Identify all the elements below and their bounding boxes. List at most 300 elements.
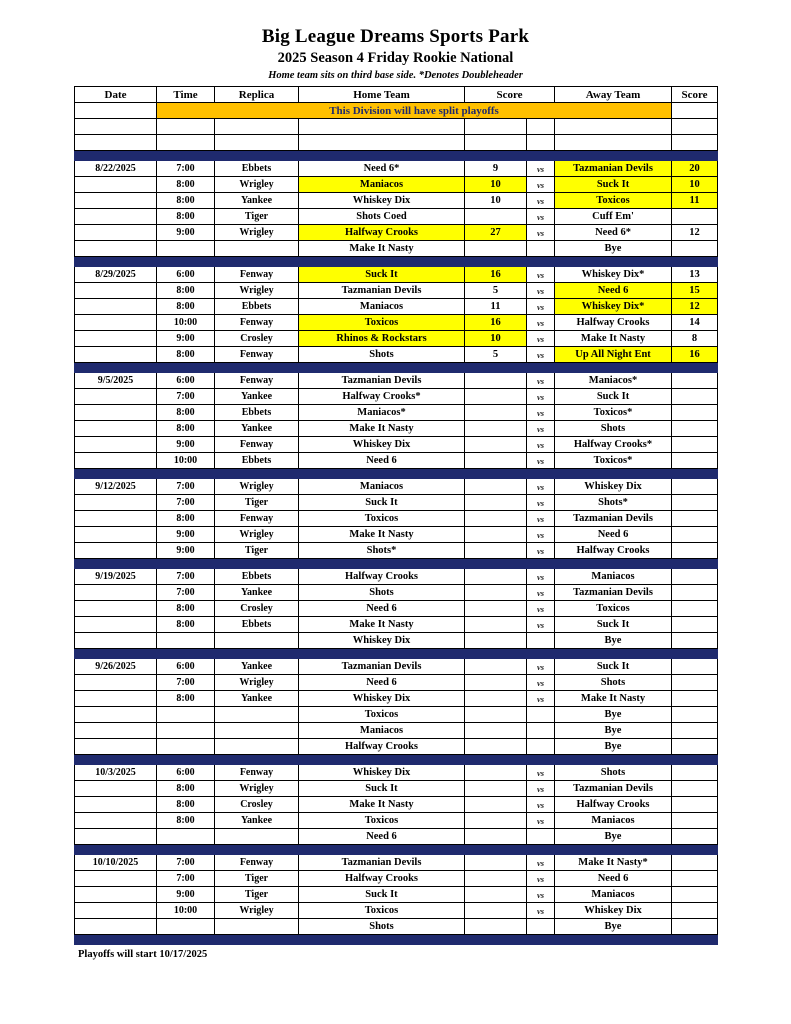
- home-team: Rhinos & Rockstars: [299, 331, 465, 347]
- away-team: Whiskey Dix*: [555, 299, 672, 315]
- versus-label: [527, 723, 555, 739]
- away-score: [672, 585, 718, 601]
- away-team: Whiskey Dix*: [555, 267, 672, 283]
- game-row: [75, 267, 718, 283]
- away-score: [672, 421, 718, 437]
- game-row: [75, 617, 718, 633]
- section-divider-cell: [75, 649, 718, 659]
- blank-cell: [75, 119, 157, 135]
- game-date: 10/10/2025: [75, 855, 157, 871]
- home-score: [465, 437, 527, 453]
- home-team: Halfway Crooks*: [299, 389, 465, 405]
- game-row: [75, 659, 718, 675]
- game-row: [75, 405, 718, 421]
- column-header-time: Time: [157, 87, 215, 103]
- game-time: 8:00: [157, 691, 215, 707]
- home-team: Shots: [299, 585, 465, 601]
- game-field: Wrigley: [215, 479, 299, 495]
- game-row: [75, 347, 718, 363]
- away-team: Shots: [555, 421, 672, 437]
- game-time: 7:00: [157, 585, 215, 601]
- blank-cell: [157, 135, 215, 151]
- away-team: Bye: [555, 739, 672, 755]
- game-field: Ebbets: [215, 617, 299, 633]
- versus-label: vs: [527, 585, 555, 601]
- home-score: 9: [465, 161, 527, 177]
- game-date: [75, 209, 157, 225]
- versus-label: vs: [527, 601, 555, 617]
- home-score: [465, 527, 527, 543]
- column-header-replica: Replica: [215, 87, 299, 103]
- home-score: [465, 453, 527, 469]
- game-field: Fenway: [215, 373, 299, 389]
- game-row: [75, 315, 718, 331]
- home-score: 16: [465, 315, 527, 331]
- blank-cell: [555, 119, 672, 135]
- game-date: [75, 527, 157, 543]
- away-team: Bye: [555, 633, 672, 649]
- game-field: Fenway: [215, 855, 299, 871]
- versus-label: [527, 241, 555, 257]
- blank-cell: [157, 119, 215, 135]
- home-team: Make It Nasty: [299, 797, 465, 813]
- section-divider: [75, 151, 718, 161]
- versus-label: vs: [527, 225, 555, 241]
- game-date: [75, 225, 157, 241]
- away-team: Tazmanian Devils: [555, 585, 672, 601]
- game-row: [75, 585, 718, 601]
- blank-cell: [555, 135, 672, 151]
- section-divider-cell: [75, 559, 718, 569]
- away-team: Bye: [555, 723, 672, 739]
- game-row: [75, 765, 718, 781]
- game-time: 7:00: [157, 479, 215, 495]
- column-header-home-team: Home Team: [299, 87, 465, 103]
- home-score: [465, 569, 527, 585]
- blank-cell: [215, 135, 299, 151]
- game-row: [75, 527, 718, 543]
- game-time: 8:00: [157, 299, 215, 315]
- away-team: Bye: [555, 707, 672, 723]
- away-score: [672, 903, 718, 919]
- home-team: Toxicos: [299, 707, 465, 723]
- home-team: Maniacos: [299, 299, 465, 315]
- game-date: [75, 723, 157, 739]
- away-team: Bye: [555, 919, 672, 935]
- home-score: [465, 887, 527, 903]
- home-score: [465, 479, 527, 495]
- away-score: 14: [672, 315, 718, 331]
- away-score: 20: [672, 161, 718, 177]
- home-team: Shots: [299, 347, 465, 363]
- game-field: Wrigley: [215, 675, 299, 691]
- versus-label: vs: [527, 177, 555, 193]
- home-team: Toxicos: [299, 315, 465, 331]
- game-time: 8:00: [157, 421, 215, 437]
- game-time: 7:00: [157, 675, 215, 691]
- home-team: Suck It: [299, 887, 465, 903]
- versus-label: vs: [527, 331, 555, 347]
- game-time: [157, 739, 215, 755]
- game-time: 8:00: [157, 617, 215, 633]
- away-team: Cuff Em': [555, 209, 672, 225]
- page-title: Big League Dreams Sports Park: [261, 26, 530, 47]
- game-field: Tiger: [215, 887, 299, 903]
- away-score: [672, 919, 718, 935]
- away-team: Make It Nasty: [555, 331, 672, 347]
- game-row: [75, 389, 718, 405]
- game-date: [75, 871, 157, 887]
- home-score: [465, 617, 527, 633]
- game-time: [157, 723, 215, 739]
- section-divider-cell: [75, 469, 718, 479]
- home-team: Halfway Crooks: [299, 739, 465, 755]
- game-field: Ebbets: [215, 405, 299, 421]
- away-team: Bye: [555, 241, 672, 257]
- home-score: 5: [465, 283, 527, 299]
- game-date: 9/26/2025: [75, 659, 157, 675]
- game-row: [75, 193, 718, 209]
- away-score: [672, 511, 718, 527]
- home-team: Need 6: [299, 675, 465, 691]
- home-score: [465, 389, 527, 405]
- game-date: [75, 887, 157, 903]
- home-team: Whiskey Dix: [299, 193, 465, 209]
- page-note: Home team sits on third base side. *Denotes Doubleheader: [268, 70, 523, 81]
- away-team: Halfway Crooks: [555, 797, 672, 813]
- game-row: [75, 421, 718, 437]
- blank-cell: [672, 119, 718, 135]
- section-divider-cell: [75, 257, 718, 267]
- away-score: 15: [672, 283, 718, 299]
- home-team: Need 6*: [299, 161, 465, 177]
- game-date: [75, 797, 157, 813]
- home-score: [465, 765, 527, 781]
- section-divider-cell: [75, 935, 718, 945]
- versus-label: vs: [527, 495, 555, 511]
- game-row: [75, 871, 718, 887]
- away-score: [672, 479, 718, 495]
- game-time: [157, 633, 215, 649]
- game-time: 6:00: [157, 267, 215, 283]
- home-team: Halfway Crooks: [299, 569, 465, 585]
- home-score: [465, 511, 527, 527]
- game-field: Tiger: [215, 871, 299, 887]
- section-divider: [75, 363, 718, 373]
- away-score: [672, 633, 718, 649]
- home-score: [465, 543, 527, 559]
- game-field: Yankee: [215, 659, 299, 675]
- game-time: 7:00: [157, 855, 215, 871]
- game-field: [215, 829, 299, 845]
- away-team: Whiskey Dix: [555, 479, 672, 495]
- game-row: [75, 511, 718, 527]
- game-date: [75, 691, 157, 707]
- versus-label: vs: [527, 161, 555, 177]
- game-date: [75, 511, 157, 527]
- away-team: Suck It: [555, 617, 672, 633]
- home-team: Shots Coed: [299, 209, 465, 225]
- away-score: 13: [672, 267, 718, 283]
- home-score: [465, 707, 527, 723]
- game-row: [75, 691, 718, 707]
- away-score: [672, 765, 718, 781]
- game-date: [75, 405, 157, 421]
- versus-label: vs: [527, 479, 555, 495]
- game-time: 8:00: [157, 601, 215, 617]
- section-divider: [75, 469, 718, 479]
- game-field: Wrigley: [215, 527, 299, 543]
- home-score: [465, 601, 527, 617]
- game-row: [75, 919, 718, 935]
- versus-label: [527, 633, 555, 649]
- game-date: [75, 675, 157, 691]
- column-header-score-away: Score: [672, 87, 718, 103]
- home-score: [465, 781, 527, 797]
- game-field: Yankee: [215, 813, 299, 829]
- game-field: [215, 633, 299, 649]
- away-score: [672, 437, 718, 453]
- game-time: 7:00: [157, 871, 215, 887]
- game-date: [75, 193, 157, 209]
- away-score: [672, 389, 718, 405]
- blank-row: [75, 119, 718, 135]
- home-team: Maniacos*: [299, 405, 465, 421]
- game-row: [75, 601, 718, 617]
- game-time: 9:00: [157, 527, 215, 543]
- away-team: Shots: [555, 765, 672, 781]
- table-header: [75, 87, 718, 103]
- game-field: Tiger: [215, 543, 299, 559]
- game-time: 8:00: [157, 813, 215, 829]
- game-row: [75, 373, 718, 389]
- home-team: Make It Nasty: [299, 617, 465, 633]
- versus-label: vs: [527, 871, 555, 887]
- home-score: [465, 241, 527, 257]
- versus-label: [527, 707, 555, 723]
- game-row: [75, 855, 718, 871]
- away-score: [672, 495, 718, 511]
- game-time: 7:00: [157, 389, 215, 405]
- away-score: 16: [672, 347, 718, 363]
- section-divider: [75, 649, 718, 659]
- game-date: [75, 389, 157, 405]
- home-team: Suck It: [299, 495, 465, 511]
- game-time: 9:00: [157, 543, 215, 559]
- away-team: Tazmanian Devils: [555, 781, 672, 797]
- versus-label: vs: [527, 347, 555, 363]
- versus-label: vs: [527, 569, 555, 585]
- away-score: [672, 707, 718, 723]
- away-score: 10: [672, 177, 718, 193]
- versus-label: vs: [527, 675, 555, 691]
- game-field: [215, 241, 299, 257]
- game-row: [75, 161, 718, 177]
- versus-label: [527, 919, 555, 935]
- game-row: [75, 495, 718, 511]
- notice-left-pad: [75, 103, 157, 119]
- away-score: [672, 675, 718, 691]
- game-date: 9/19/2025: [75, 569, 157, 585]
- game-time: 9:00: [157, 331, 215, 347]
- game-field: Yankee: [215, 389, 299, 405]
- game-time: 7:00: [157, 161, 215, 177]
- home-team: Shots*: [299, 543, 465, 559]
- game-date: 9/12/2025: [75, 479, 157, 495]
- blank-cell: [465, 135, 527, 151]
- away-team: Halfway Crooks: [555, 543, 672, 559]
- game-time: [157, 707, 215, 723]
- away-team: Tazmanian Devils: [555, 511, 672, 527]
- away-team: Toxicos: [555, 601, 672, 617]
- versus-label: vs: [527, 813, 555, 829]
- game-time: 10:00: [157, 315, 215, 331]
- home-score: [465, 633, 527, 649]
- game-date: 8/29/2025: [75, 267, 157, 283]
- home-team: Whiskey Dix: [299, 633, 465, 649]
- home-team: Need 6: [299, 829, 465, 845]
- home-team: Tazmanian Devils: [299, 373, 465, 389]
- game-date: [75, 585, 157, 601]
- home-score: [465, 829, 527, 845]
- home-team: Toxicos: [299, 903, 465, 919]
- blank-cell: [299, 135, 465, 151]
- game-time: 8:00: [157, 177, 215, 193]
- game-field: Tiger: [215, 209, 299, 225]
- game-time: 10:00: [157, 453, 215, 469]
- game-field: Ebbets: [215, 569, 299, 585]
- section-divider-cell: [75, 363, 718, 373]
- column-header-away-team: Away Team: [555, 87, 672, 103]
- game-date: [75, 813, 157, 829]
- away-score: [672, 617, 718, 633]
- home-score: [465, 797, 527, 813]
- game-row: [75, 437, 718, 453]
- game-date: [75, 781, 157, 797]
- game-row: [75, 209, 718, 225]
- away-score: [672, 739, 718, 755]
- home-score: [465, 421, 527, 437]
- game-row: [75, 829, 718, 845]
- blank-cell: [75, 135, 157, 151]
- game-row: [75, 177, 718, 193]
- away-score: [672, 373, 718, 389]
- away-team: Maniacos: [555, 887, 672, 903]
- game-row: [75, 813, 718, 829]
- section-divider: [75, 559, 718, 569]
- blank-cell: [465, 119, 527, 135]
- game-time: 10:00: [157, 903, 215, 919]
- game-time: 8:00: [157, 193, 215, 209]
- home-score: 16: [465, 267, 527, 283]
- away-score: 11: [672, 193, 718, 209]
- game-date: [75, 601, 157, 617]
- home-team: Need 6: [299, 601, 465, 617]
- game-time: 8:00: [157, 209, 215, 225]
- away-team: Maniacos: [555, 569, 672, 585]
- home-score: [465, 495, 527, 511]
- game-date: 10/3/2025: [75, 765, 157, 781]
- game-field: Yankee: [215, 421, 299, 437]
- home-team: Halfway Crooks: [299, 871, 465, 887]
- away-score: 8: [672, 331, 718, 347]
- game-field: Fenway: [215, 437, 299, 453]
- game-field: Wrigley: [215, 225, 299, 241]
- home-team: Whiskey Dix: [299, 691, 465, 707]
- home-team: Make It Nasty: [299, 527, 465, 543]
- versus-label: vs: [527, 781, 555, 797]
- versus-label: vs: [527, 437, 555, 453]
- game-field: Crosley: [215, 331, 299, 347]
- game-field: [215, 707, 299, 723]
- game-field: Ebbets: [215, 161, 299, 177]
- game-time: 6:00: [157, 659, 215, 675]
- blank-row: [75, 135, 718, 151]
- away-score: [672, 601, 718, 617]
- away-team: Suck It: [555, 659, 672, 675]
- game-row: [75, 797, 718, 813]
- away-team: Bye: [555, 829, 672, 845]
- game-field: [215, 739, 299, 755]
- game-date: [75, 177, 157, 193]
- home-team: Whiskey Dix: [299, 765, 465, 781]
- away-team: Toxicos: [555, 193, 672, 209]
- versus-label: vs: [527, 765, 555, 781]
- game-date: [75, 421, 157, 437]
- blank-cell: [215, 119, 299, 135]
- section-divider-cell: [75, 151, 718, 161]
- game-time: [157, 829, 215, 845]
- away-team: Halfway Crooks: [555, 315, 672, 331]
- game-time: 8:00: [157, 797, 215, 813]
- versus-label: vs: [527, 691, 555, 707]
- game-time: 9:00: [157, 887, 215, 903]
- away-score: [672, 659, 718, 675]
- home-score: [465, 585, 527, 601]
- home-team: Need 6: [299, 453, 465, 469]
- home-team: Maniacos: [299, 177, 465, 193]
- game-field: Tiger: [215, 495, 299, 511]
- versus-label: vs: [527, 405, 555, 421]
- game-time: 8:00: [157, 347, 215, 363]
- game-field: Yankee: [215, 585, 299, 601]
- game-row: [75, 633, 718, 649]
- game-row: [75, 723, 718, 739]
- blank-cell: [672, 135, 718, 151]
- game-field: Fenway: [215, 511, 299, 527]
- away-team: Need 6: [555, 871, 672, 887]
- home-team: Suck It: [299, 781, 465, 797]
- away-score: [672, 723, 718, 739]
- game-field: Yankee: [215, 691, 299, 707]
- away-team: Whiskey Dix: [555, 903, 672, 919]
- game-field: Ebbets: [215, 299, 299, 315]
- game-date: [75, 331, 157, 347]
- versus-label: vs: [527, 797, 555, 813]
- home-team: Tazmanian Devils: [299, 283, 465, 299]
- game-field: Wrigley: [215, 177, 299, 193]
- home-score: 5: [465, 347, 527, 363]
- home-score: [465, 739, 527, 755]
- versus-label: vs: [527, 903, 555, 919]
- away-score: [672, 871, 718, 887]
- section-divider: [75, 257, 718, 267]
- game-date: [75, 283, 157, 299]
- home-score: [465, 659, 527, 675]
- versus-label: [527, 739, 555, 755]
- game-time: [157, 919, 215, 935]
- versus-label: vs: [527, 855, 555, 871]
